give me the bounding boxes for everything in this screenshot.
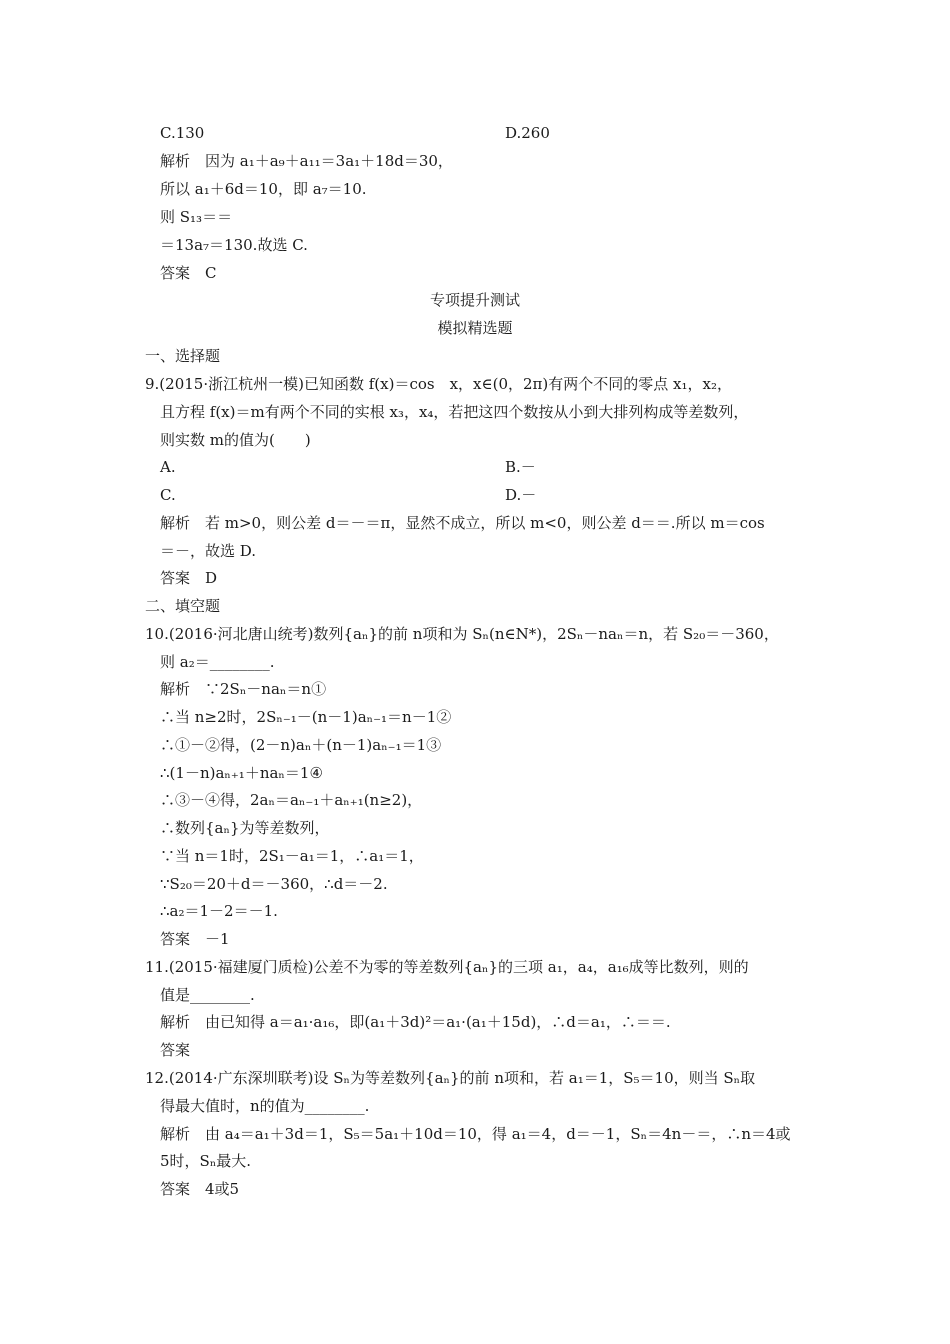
answer-line: 答案 －1 (160, 930, 230, 948)
analysis-line: ∴数列{aₙ}为等差数列， (160, 819, 330, 837)
analysis-line: ∴③－④得，2aₙ＝aₙ₋₁＋aₙ₊₁(n≥2)， (160, 791, 423, 809)
option-d: D.260 (505, 124, 550, 142)
option-b: B.－ (505, 458, 536, 476)
analysis-line: 解析 由 a₄＝a₁＋3d＝1，S₅＝5a₁＋10d＝10，得 a₁＝4，d＝－1，Sₙ＝4n－＝，∴n＝4或 (160, 1125, 791, 1143)
analysis-line: 解析 若 m>0，则公差 d＝－＝π，显然不成立，所以 m<0，则公差 d＝＝.所以 m＝cos (160, 514, 765, 532)
analysis-line: ∴(1－n)aₙ₊₁＋naₙ＝1④ (160, 764, 323, 782)
question-line: 12.(2014·广东深圳联考)设 Sₙ为等差数列{aₙ}的前 n项和，若 a₁＝1，S₅＝10，则当 Sₙ取 (145, 1069, 756, 1087)
analysis-line: 则 S₁₃＝＝ (160, 208, 233, 226)
analysis-line: 5时，Sₙ最大. (160, 1152, 252, 1170)
analysis-line: ∵当 n＝1时，2S₁－a₁＝1，∴a₁＝1， (160, 847, 424, 865)
part-heading: 二、填空题 (145, 597, 221, 615)
answer-line: 答案 D (160, 569, 218, 587)
analysis-line: ∵S₂₀＝20＋d＝－360，∴d＝－2. (160, 875, 388, 893)
analysis-line: ＝13a₇＝130.故选 C. (160, 236, 308, 254)
question-line: 得最大值时，n的值为________. (160, 1097, 370, 1115)
section-subtitle: 模拟精选题 (437, 319, 513, 337)
section-title: 专项提升测试 (429, 291, 520, 309)
answer-line: 答案 4或5 (160, 1180, 240, 1198)
question-line: 值是________. (160, 986, 255, 1004)
analysis-line: ∴当 n≥2时，2Sₙ₋₁－(n－1)aₙ₋₁＝n－1② (160, 708, 452, 726)
question-line: 9.(2015·浙江杭州一模)已知函数 f(x)＝cos x，x∈(0，2π)有两个不同的零点 x₁，x₂， (145, 375, 732, 393)
question-line: 且方程 f(x)＝m有两个不同的实根 x₃，x₄，若把这四个数按从小到大排列构成等差数列， (160, 403, 749, 421)
question-line: 11.(2015·福建厦门质检)公差不为零的等差数列{aₙ}的三项 a₁，a₄，a₁₆成等比数列，则的 (145, 958, 749, 976)
analysis-line: ＝－，故选 D. (160, 542, 257, 560)
answer-line: 答案 C (160, 264, 217, 282)
option-c: C. (160, 486, 176, 504)
part-heading: 一、选择题 (145, 347, 221, 365)
option-c: C.130 (160, 124, 205, 142)
analysis-line: 解析 ∵2Sₙ－naₙ＝n① (160, 680, 327, 698)
analysis-line: 解析 因为 a₁＋a₉＋a₁₁＝3a₁＋18d＝30， (160, 152, 453, 170)
question-line: 则 a₂＝________. (160, 653, 275, 671)
analysis-line: 解析 由已知得 a＝a₁·a₁₆，即(a₁＋3d)²＝a₁·(a₁＋15d)，∴d＝a₁，∴＝＝. (160, 1013, 671, 1031)
question-line: 10.(2016·河北唐山统考)数列{aₙ}的前 n项和为 Sₙ(n∈N*)，2Sₙ－naₙ＝n，若 S₂₀＝－360， (145, 625, 779, 643)
analysis-line: ∴a₂＝1－2＝－1. (160, 902, 278, 920)
option-a: A. (160, 458, 176, 476)
question-line: 则实数 m的值为( ) (160, 431, 311, 449)
answer-line: 答案 (160, 1041, 191, 1059)
option-d: D.－ (505, 486, 537, 504)
analysis-line: 所以 a₁＋6d＝10，即 a₇＝10. (160, 180, 367, 198)
analysis-line: ∴①－②得，(2－n)aₙ＋(n－1)aₙ₋₁＝1③ (160, 736, 442, 754)
